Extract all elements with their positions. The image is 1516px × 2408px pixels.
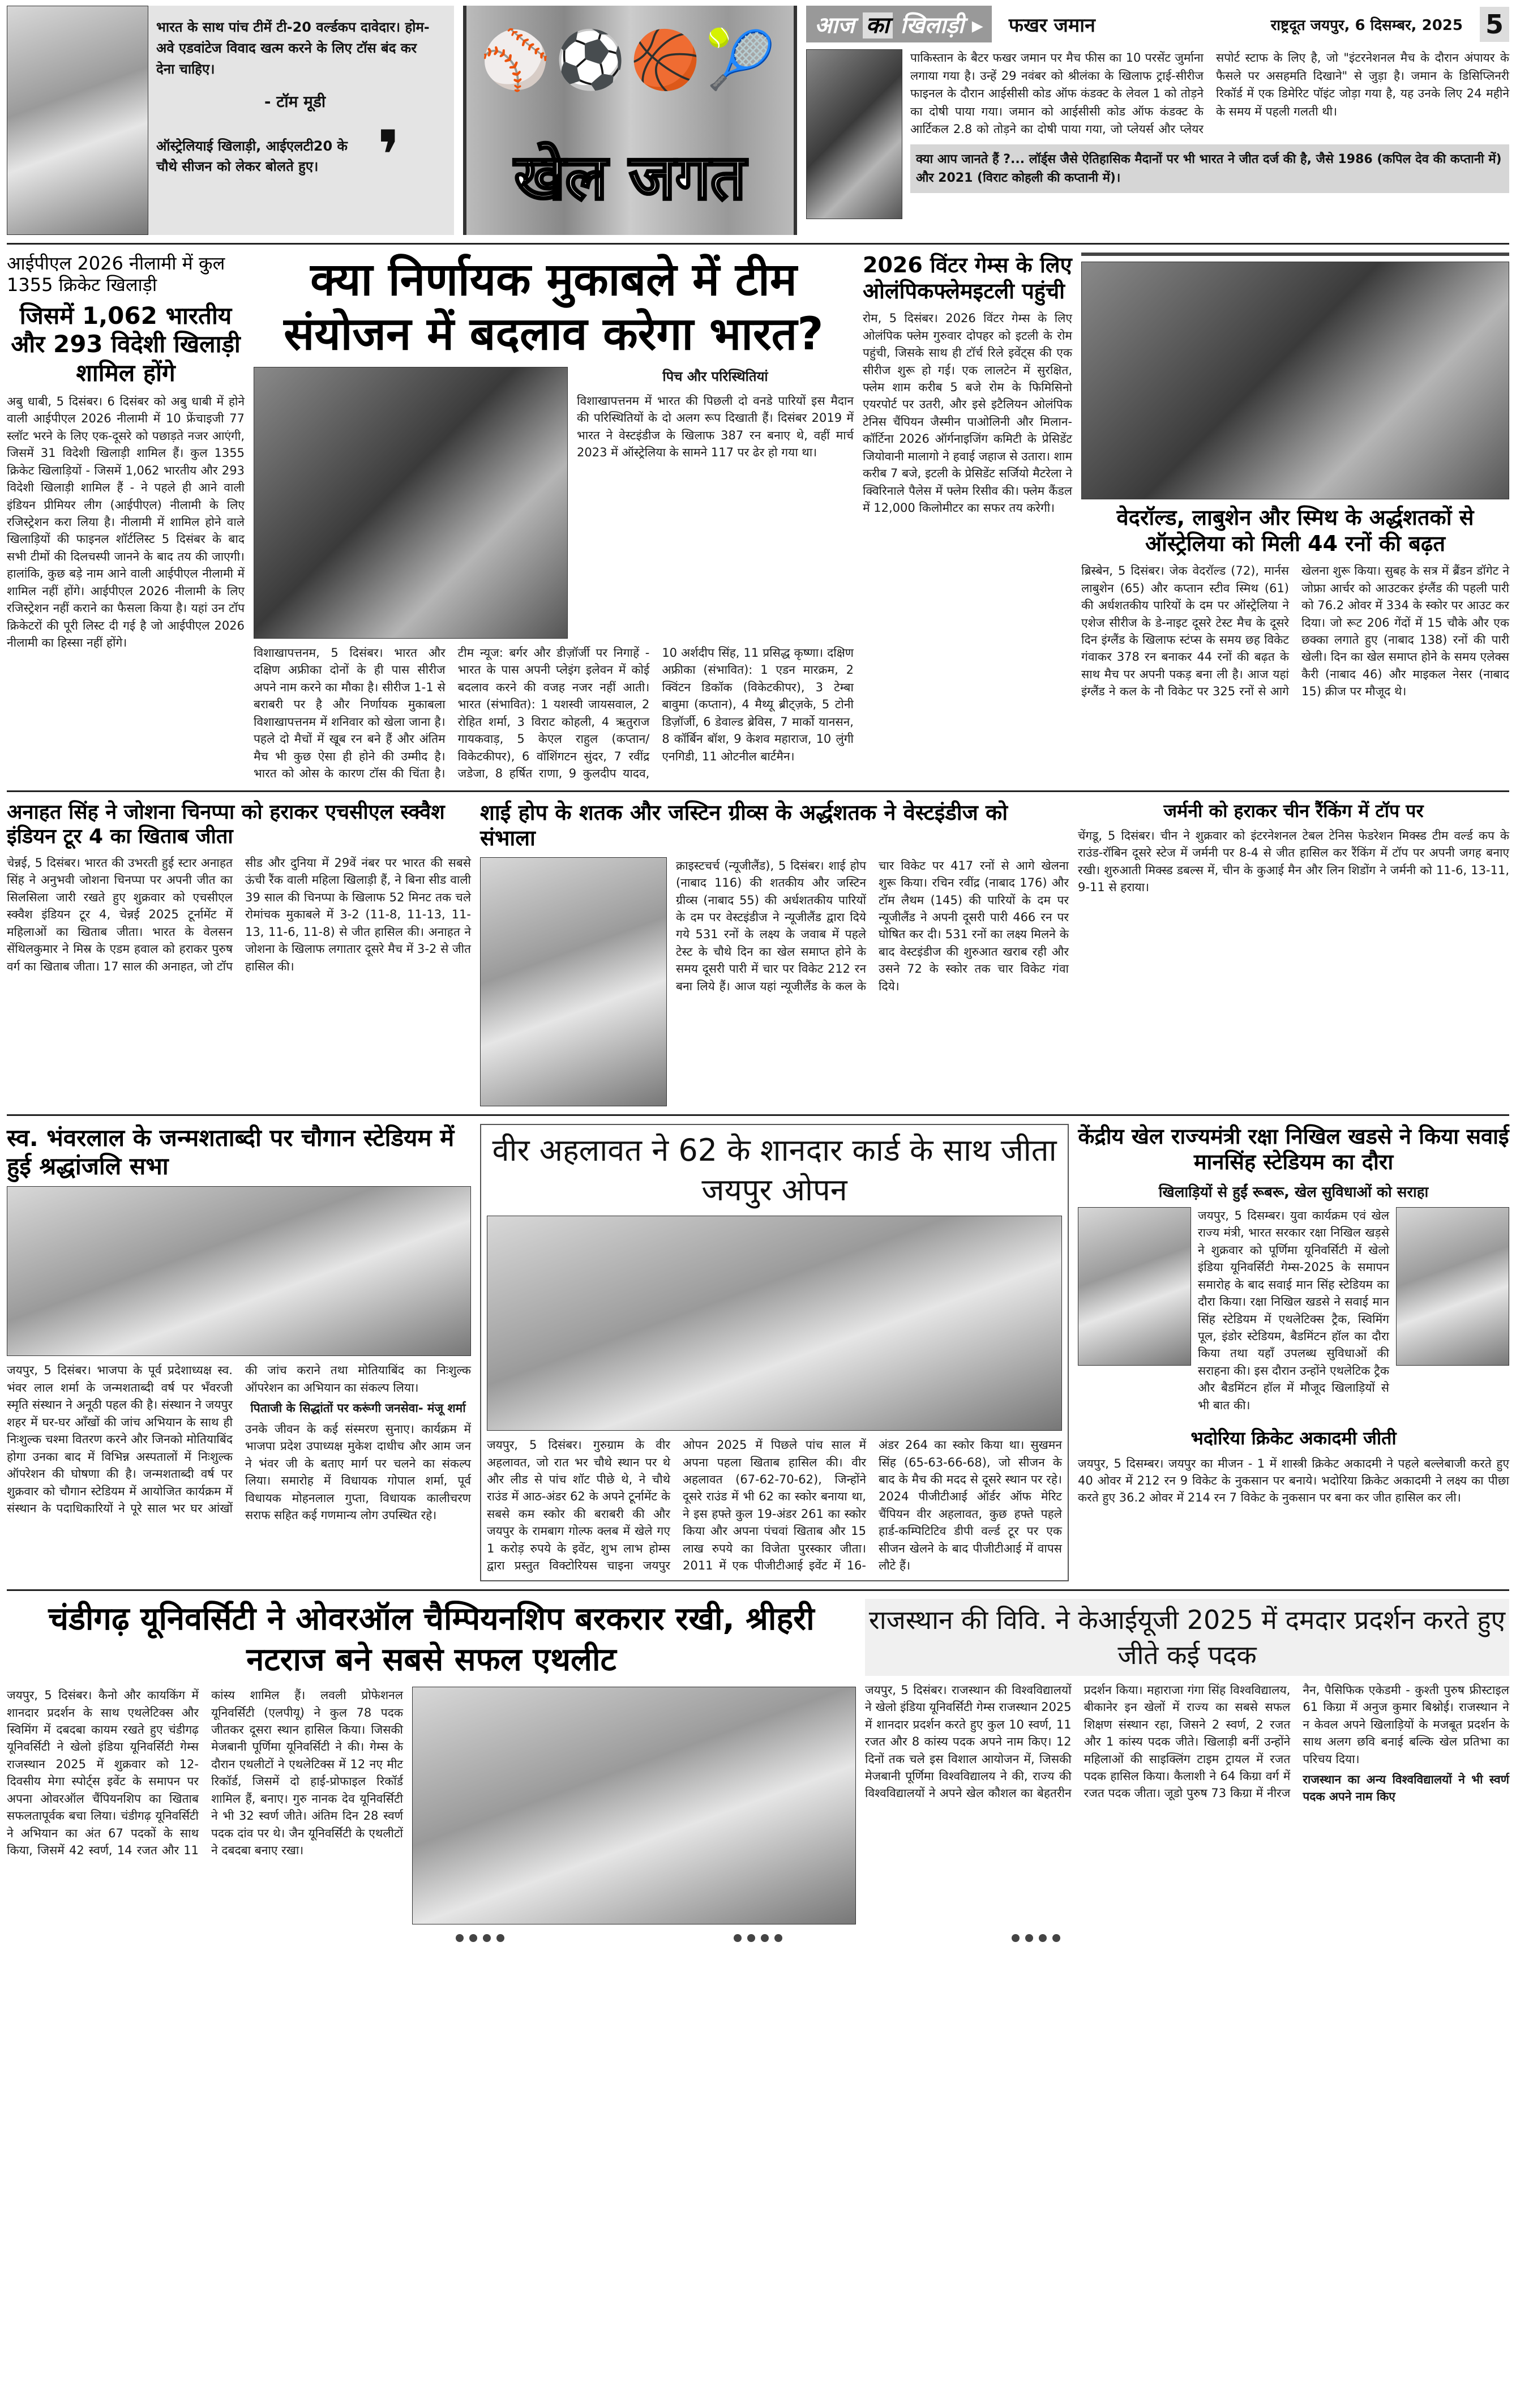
raksha-article [1078, 1124, 1509, 1414]
quote-author: - टॉम मूडी [264, 92, 326, 111]
lead-article [254, 253, 854, 782]
germany-headline: जर्मनी को हराकर चीन रैंकिंग में टॉप पर [1163, 799, 1424, 822]
tribute-ceremony-photo [7, 1186, 471, 1356]
rajasthan-univ-article [865, 1599, 1509, 1806]
player-text: पाकिस्तान के बैटर फखर जमान पर मैच फीस का 10 परसेंट जुर्माना लगाया गया है। उन्हें 29 नवंबर को श्रीलंका के खिलाफ ट्राई-सीरीज फाइनल के दौरान आईसीसी कोड ऑफ कंडक्ट के लेवल 1 को तोड़ने का दोषी पाया गया। जमान को आईसीसी कोड ऑफ कंडक्ट के आर्टिकल 2.8 को तोड़ने का दोषी पाया गया, जो प्लेयर्स और प्लेयर सपोर्ट स्टाफ के लिए है, जो "इंटरनेशनल मैच के दौरान अंपायर के फैसले पर असहमति दिखाने" से जुड़ा है। जमान के डिसिप्लिनरी रिकॉर्ड में एक डिमेरिट पॉइंट जोड़ा गया है, यह उनके लिए 24 महीने के समय में पहली गलती थी। [910, 51, 1509, 136]
fakhar-zaman-photo [806, 49, 902, 219]
rajasthan-univ-subhead: राजस्थान का अन्य विश्वविद्यालयों ने भी स्वर्ण पदक अपने नाम किए [1303, 1772, 1509, 1804]
row-three [7, 800, 1509, 1106]
winter-games-article [863, 253, 1072, 516]
divider [7, 1114, 1509, 1116]
germany-article [1078, 800, 1509, 896]
shai-hope-article [480, 800, 1069, 1106]
shai-hope-headline: शाई होप के शतक और जस्टिन ग्रीव्स के अर्द्धशतक ने वेस्टइंडीज को संभाला [480, 799, 1008, 851]
sports-equipment-icon: ⚾⚽🏀🎾 [479, 26, 781, 93]
winter-games-body: रोम, 5 दिसंबर। 2026 विंटर गेम्स के लिए ओलंपिक फ्लेम गुरुवार दोपहर को इटली के रोम पहुंची, जिसके साथ ही टॉर्च रिले इवेंट्स की एक सीरीज शुरू हो गई। एक लालटेन में सुरक्षित, फ्लेम शाम करीब 5 बजे रोम के फिमिसिनो एयरपोर्ट पर उतरी, और इसे इटैलियन ओलंपिक टेनिस चैंपियन जैस्मीन पाओलिनी और मिलान-कॉर्टिना 2026 ऑर्गनाइजिंग कमिटी के प्रेसिडेंट जियोवानी मालागो ने हवाई जहाज से उतारा। शाम करीब 7 बजे, इटली के प्रेसिडेंट सर्जियो मैटरेला ने क्विरिनाले पैलेस में फ्लेम रिसीव की। फ्लेम कैंडल में 12,000 किलोमीटर का सफर तय करेगी। [863, 311, 1072, 515]
minister-photo [1396, 1207, 1509, 1366]
shai-hope-body: क्राइस्टचर्च (न्यूजीलैंड), 5 दिसंबर। शाई होप (नाबाद 116) की शतकीय और जस्टिन ग्रीव्स (नाबाद 55) की अर्धशतकीय पारियों के दम पर वेस्टइंडीज ने न्यूजीलैंड द्वारा दिये गये 531 रनों के लक्ष्य के जवाब में पहले टेस्ट के चौथे दिन का खेल समाप्त होने के समय दूसरी पारी में चार पर विकेट 212 रन बना लिये हैं। आज यहां न्यूजीलैंड के कल के चार विकेट पर 417 रनों से आगे खेलना शुरू किया। रचिन रवींद्र (नाबाद 176) और टॉम लैथम (145) की पारियों के दम पर न्यूजीलैंड ने अपनी दूसरी पारी 466 रन पर घोषित कर दी। 531 रनों का लक्ष्य मिलने के बाद वेस्टइंडीज की शुरुआत खराब रही और उसने 72 के स्कोर तक चार विकेट गंवा दिये। [676, 858, 1069, 993]
section-logo [463, 6, 797, 235]
bhadoriya-article [1078, 1427, 1509, 1507]
ashes-headline: वेदरॉल्ड, लाबुशेन और स्मिथ के अर्द्धशतकों से ऑस्ट्रेलिया को मिली 44 रनों की बढ़त [1116, 505, 1474, 556]
raksha-body: जयपुर, 5 दिसम्बर। युवा कार्यक्रम एवं खेल राज्य मंत्री, भारत सरकार रक्षा निखिल खड़से ने शुक्रवार को पूर्णिमा यूनिवर्सिटी में खेलो इंडिया यूनिवर्सिटी गेम्स-2025 के समापन समारोह के बाद सवाई मान सिंह स्टेडियम का दौरा किया। रक्षा निखिल खडसे ने सवाई मान सिंह स्टेडियम में एथलेटिक्स ट्रैक, स्विमिंग पूल, इंडोर स्टेडियम, बैडमिंटन हॉल का दौरा किया तथा यहाँ उपलब्ध सुविधाओं की सराहना की। इस दौरान उन्होंने एथलेटिक ट्रैक और बैडमिंटन हॉल में मौजूद खिलाड़ियों से भी बात की। [1198, 1208, 1389, 1412]
stadium-visit-photo [1078, 1207, 1191, 1366]
quote-mark-icon: ❜ [377, 116, 401, 195]
cricket-batsman-photo [1081, 262, 1509, 499]
player-of-day [806, 6, 1509, 219]
ipl-headline-small: आईपीएल 2026 नीलामी में कुल 1355 क्रिकेट खिलाड़ी [7, 253, 225, 296]
player-tag: आज का खिलाड़ी ▸ [806, 6, 992, 42]
row-four [7, 1124, 1509, 1581]
page-number: 5 [1480, 7, 1509, 42]
raksha-headline: केंद्रीय खेल राज्यमंत्री रक्षा निखिल खडसे ने किया सवाई मानसिंह स्टेडियम का दौरा [1078, 1123, 1509, 1175]
bhanwarlal-headline: स्व. भंवरलाल के जन्मशताब्दी पर चौगान स्टेडियम में हुई श्रद्धांजलि सभा [7, 1123, 455, 1181]
bhanwarlal-article [7, 1124, 471, 1524]
winter-games-headline: 2026 विंटर गेम्स के लिए ओलंपिकफ्लेमइटली पहुंची [863, 253, 1072, 303]
lead-headline: क्या निर्णायक मुकाबले में टीम संयोजन में बदलाव करेगा भारत? [284, 253, 824, 360]
bhadoriya-body: जयपुर, 5 दिसम्बर। जयपुर का मीजन - 1 में शास्त्री क्रिकेट अकादमी ने पहले बल्लेबाजी करते हुए 40 ओवर में 212 रन 9 विकेट के नुकसान पर बनाये। भदोरिया क्रिकेट अकादमी ने लक्ष्य का पीछा करते हुए 36.2 ओवर में 214 रन 7 विकेट के नुकसान पर बना कर जीत हासिल कर ली। [1078, 1456, 1509, 1505]
ahlawat-article [480, 1124, 1069, 1581]
chandigarh-body: जयपुर, 5 दिसंबर। कैनो और कायकिंग में शानदार प्रदर्शन के साथ एथलेटिक्स और स्विमिंग में दबदबा कायम रखते हुए चंडीगढ़ यूनिवर्सिटी ने खेलो इंडिया यूनिवर्सिटी गेम्स राजस्थान 2025 में शुक्रवार को 12-दिवसीय मेगा स्पोर्ट्स इवेंट के समापन पर अपना ओवरऑल चैंपियनशिप का खिताब सफलतापूर्वक बचा लिया। चंडीगढ़ यूनिवर्सिटी ने अभियान का अंत 67 पदकों के साथ किया, जिसमें 42 स्वर्ण, 14 रजत और 11 कांस्य शामिल हैं। लवली प्रोफेशनल यूनिवर्सिटी (एलपीयू) ने कुल 78 पदक जीतकर दूसरा स्थान हासिल किया। जिसकी मेजबानी पूर्णिमा यूनिवर्सिटी ने की। गेम्स के दौरान एथलीटों ने एथलेटिक्स में 12 नए मीट रिकॉर्ड, जिसमें दो हाई-प्रोफाइल रिकॉर्ड शामिल हैं, बनाए। गुरु नानक देव यूनिवर्सिटी ने भी 32 स्वर्ण जीते। अंतिम दिन 28 स्वर्ण पदक दांव पर थे। जैन यूनिवर्सिटी के एथलीटों ने दबदबा बनाए रखा। [7, 1688, 403, 1858]
lead-subhead: पिच और परिस्थितियां [662, 369, 768, 384]
masthead [7, 6, 1509, 235]
ahlawat-body: जयपुर, 5 दिसंबर। गुरुग्राम के वीर अहलावत, जो रात भर चौथे स्थान पर थे और लीड से पांच शॉट पीछे थे, ने चौथे राउंड में आठ-अंडर 62 के अपने टूर्नामेंट के सबसे कम स्कोर की बराबरी की और जयपुर के रामबाग गोल्फ क्लब में खेले गए 1 करोड़ रुपये के इवेंट, शुभ लाभ होम्स द्वारा प्रस्तुत विक्टोरियस चाइना जयपुर ओपन 2025 में पिछले पांच साल में अपना पहला खिताब हासिल की। वीर अहलावत (67-62-70-62), जिन्होंने दूसरे राउंड में भी 62 का स्कोर बनाया था, ने इस हफ्ते कुल 19-अंडर 261 का स्कोर किया और अपना पंचवां खिताब और 15 लाख रुपये का विजेता पुरस्कार जीता। 2011 में एक पीजीटीआई इवेंट में 16-अंडर 264 का स्कोर किया था। सुखमन सिंह (65-63-66-68), जो सीजन के बाद के मैच की मदद से दूसरे स्थान पर रहे। 2024 पीजीटीआई ऑर्डर ऑफ मेरिट चैंपियन वीर अहलावत, कुछ हफ्ते पहले हार्ड-कम्पिटिटिव डीपी वर्ल्ड टूर पर एक सीजन खेलने के बाद पीजीटीआई में वापस लौटे हैं। [487, 1438, 1062, 1573]
divider [7, 790, 1509, 792]
trophy-photo [487, 1216, 1062, 1431]
ashes-article [1081, 253, 1509, 700]
lead-body2: विशाखापत्तनम में भारत की पिछली दो वनडे पारियों इस मैदान की परिस्थितियों के दो अलग रूप दिखाती हैं। दिसंबर 2019 में भारत ने वेस्टइंडीज के खिलाफ 387 रन बनाए थे, वहीं मार्च 2023 में ऑस्ट्रेलिया के सामने 117 पर ढेर हो गया था। [577, 394, 854, 460]
germany-body: चेंगडू, 5 दिसंबर। चीन ने शुक्रवार को इंटरनेशनल टेबल टेनिस फेडरेशन मिक्स्ड टीम वर्ल्ड कप के राउंड-रॉबिन दूसरे स्टेज में जर्मनी पर 8-4 से जीत हासिल कर रैंकिंग में टॉप पर अपनी जगह बनाए रखी। शुरुआती मिक्स्ड डबल्स में, चीन के कुआई मैन और लिन शिडोंग ने जर्मनी को 11-6, 13-11, 9-11 से हराया। [1078, 828, 1509, 895]
anahat-article [7, 800, 471, 975]
ipl-article [7, 253, 245, 652]
did-you-know: क्या आप जानते हैं ?... लॉर्ड्स जैसे ऐतिहासिक मैदानों पर भी भारत ने जीत दर्ज की है, जैसे 1986 (कपिल देव की कप्तानी में) और 2021 (विराट कोहली की कप्तानी में)। [910, 144, 1509, 193]
rajasthan-univ-body: जयपुर, 5 दिसंबर। राजस्थान की विश्वविद्यालयों ने खेलो इंडिया यूनिवर्सिटी गेम्स राजस्थान 2025 में शानदार प्रदर्शन करते हुए कुल 10 स्वर्ण, 11 रजत और 8 कांस्य पदक अपने नाम किए। 12 दिनों तक चले इस विशाल आयोजन में, जिसकी मेजबानी पूर्णिमा विश्वविद्यालय ने की, राज्य की विश्वविद्यालयों ने अपने खेल कौशल का बेहतरीन प्रदर्शन किया। महाराजा गंगा सिंह विश्वविद्यालय, बीकानेर इन खेलों में राज्य का सबसे सफल शिक्षण संस्थान रहा, जिसने 2 स्वर्ण, 2 रजत और 1 कांस्य पदक जीते। खिलाड़ी बनीं उन्होंने महिलाओं की साइक्लिंग टाइम ट्रायल में रजत पदक हासिल किया। कैलाशी ने 64 किग्रा वर्ग में रजत पदक जीता। जूडो पुरुष 73 किग्रा में नीरज नैन, पैसिफिक एकेडमी - कुश्ती पुरुष फ्रीस्टाइल 61 किग्रा में अनुज कुमार बिश्नोई। राजस्थान ने न केवल अपने खिलाड़ियों के मजबूत प्रदर्शन के साथ अलग छवि बनाई बल्कि खेल प्रतिभा का परिचय दिया। राजस्थान का अन्य विश्वविद्यालयों ने भी स्वर्ण पदक अपने नाम किए [865, 1682, 1509, 1806]
raksha-subheadline: खिलाड़ियों से हुईं रूबरू, खेल सुविधाओं को सराहा [1158, 1183, 1429, 1201]
right-column-four [1078, 1124, 1509, 1507]
anahat-headline: अनाहत सिंह ने जोशना चिनप्पा को हराकर एचसीएल स्क्वैश इंडियन टूर 4 का खिताब जीता [7, 800, 445, 848]
lead-body-right [577, 367, 854, 461]
medal-ceremony-photo [412, 1687, 856, 1924]
newspaper-date: राष्ट्रदूत जयपुर, 6 दिसम्बर, 2025 [1270, 16, 1463, 34]
team-huddle-photo [254, 367, 568, 639]
quote-box [7, 6, 454, 235]
shai-hope-photo [480, 857, 667, 1106]
row-two [7, 253, 1509, 782]
ipl-headline-big: जिसमें 1,062 भारतीय और 293 विदेशी खिलाड़ी शामिल होंगे [11, 301, 241, 387]
row-five [7, 1599, 1509, 1925]
ahlawat-headline: वीर अहलावत ने 62 के शानदार कार्ड के साथ जीता जयपुर ओपन [492, 1132, 1057, 1208]
section-title: खेल जगत [514, 141, 746, 214]
ashes-body: ब्रिस्बेन, 5 दिसंबर। जेक वेदरॉल्ड (72), मार्नस लाबुशेन (65) और कप्तान स्टीव स्मिथ (61) की अर्धशतकीय पारियों के दम पर ऑस्ट्रेलिया ने एशेज सीरीज के डे-नाइट दूसरे टेस्ट मैच के दूसरे दिन इंग्लैंड के खिलाफ स्टंप्स के समय छह विकेट गंवाकर 378 रन बनाकर 44 रनों की बढ़त के साथ मैच पर अपनी पकड़ बना ली है। आज यहां इंग्लैंड ने कल के नौ विकेट पर 325 रनों से आगे खेलना शुरू किया। सुबह के सत्र में ब्रैंडन डॉगेट ने जोफ्रा आर्चर को आउटकर इंग्लैंड की पहली पारी को 76.2 ओवर में 334 के स्कोर पर आउट कर दिया। जो रूट 206 गेंदों में 15 चौके और एक छक्का लगाते हुए (नाबाद 138) रनों की पारी खेली। दिन का खेल समाप्त होने के समय एलेक्स कैरी (नाबाद 46) और माइकल नेसर (नाबाद 15) क्रीज पर मौजूद थे। [1081, 564, 1509, 699]
footer-dots [7, 1934, 1509, 1944]
bhanwarlal-subhead: पिताजी के सिद्धांतों पर करूंगी जनसेवा- मंजू शर्मा [250, 1401, 466, 1415]
bhadoriya-headline: भदोरिया क्रिकेट अकादमी जीती [1190, 1427, 1397, 1449]
divider [7, 243, 1509, 245]
bhanwarlal-body: जयपुर, 5 दिसंबर। भाजपा के पूर्व प्रदेशाध्यक्ष स्व. भंवर लाल शर्मा के जन्मशताब्दी वर्ष पर भँवरजी स्मृति संस्थान ने अनूठी पहल की है। संस्थान ने जयपुर शहर में घर-घर आँखों की जांच अभियान के साथ ही निःशुल्क चश्मा वितरण करने और जिनको मोतियाबिंद होगा उनका बाद में विभिन्न अस्पतालों में निःशुल्क ऑपरेशन की घोषणा की है। जन्मशताब्दी वर्ष पर शुक्रवार को चौगान स्टेडियम में आयोजित कार्यक्रम में संस्थान के पदाधिकारियों ने पूरे साल भर घर आंखों की जांच कराने तथा मोतियाबिंद का निःशुल्क ऑपरेशन का अभियान का संकल्प लिया। पिताजी के सिद्धांतों पर करूंगी जनसेवा- मंजू शर्मा उनके जीवन के कई संस्मरण सुनाए। कार्यक्रम में भाजपा प्रदेश उपाध्यक्ष मुकेश दाधीच और आम जन ने भंवर जी के बताए मार्ग पर चलने का संकल्प लिया। समारोह में विधायक गोपाल शर्मा, पूर्व विधायक मोहनलाल गुप्ता, विधायक कालीचरण सराफ सहित कई गणमान्य लोग उपस्थित रहे। [7, 1363, 471, 1522]
right-column [1081, 253, 1509, 700]
lead-body: विशाखापत्तनम, 5 दिसंबर। भारत और दक्षिण अफ्रीका दोनों के ही पास सीरीज अपने नाम करने का मौका है। सीरीज 1-1 से बराबरी पर है और निर्णायक मुकाबला विशाखापत्तनम में शनिवार को खेला जाना है। पहले दो मैचों में खूब रन बने हैं और अंतिम मैच भी कुछ ऐसा ही होने की उम्मीद है। भारत को ओस के कारण टॉस की चिंता है। टीम न्यूज: बर्गर और डीज़ॉर्जी पर निगाहें - भारत के पास अपनी प्लेइंग इलेवन में कोई बदलाव करने की वजह नजर नहीं आती। भारत (संभावित): 1 यशस्वी जायसवाल, 2 रोहित शर्मा, 3 विराट कोहली, 4 ऋतुराज गायकवाड़, 5 केएल राहुल (कप्तान/विकेटकीपर), 6 वॉशिंगटन सुंदर, 7 रवींद्र जडेजा, 8 हर्षित राणा, 9 कुलदीप यादव, 10 अर्शदीप सिंह, 11 प्रसिद्ध कृष्णा। दक्षिण अफ्रीका (संभावित): 1 एडन मारक्रम, 2 क्विंटन डिकॉक (विकेटकीपर), 3 टेम्बा बावुमा (कप्तान), 4 मैथ्यू ब्रीट्ज़के, 5 टोनी डिज़ॉर्जी, 6 डेवाल्ड ब्रेविस, 7 मार्को यानसन, 8 कॉर्बिन बॉश, 9 केशव महाराज, 10 लुंगी एनगिडी, 11 ओटनील बार्टमैन। [254, 646, 854, 781]
quote-caption: ऑस्ट्रेलियाई खिलाड़ी, आईएलटी20 के चौथे सीजन को लेकर बोलते हुए। [156, 138, 348, 174]
chandigarh-article [7, 1599, 856, 1925]
quote-text: भारत के साथ पांच टीमें टी-20 वर्ल्डकप दावेदार। होम-अवे एडवांटेज विवाद खत्म करने के लिए टॉस बंद कर देना चाहिए। [156, 19, 430, 78]
rajasthan-univ-headline: राजस्थान की विवि. ने केआईयूजी 2025 में दमदार प्रदर्शन करते हुए जीते कई पदक [865, 1599, 1509, 1676]
anahat-body: चेन्नई, 5 दिसंबर। भारत की उभरती हुई स्टार अनाहत सिंह ने अनुभवी जोशना चिनप्पा पर अपनी जीत का सिलसिला जारी रखते हुए शुक्रवार को एचसीएल स्क्वैश इंडियन टूर 4, चेन्नई 2025 टूर्नामेंट में महिलाओं का खिताब जीता। भारत के वेलसन सेंथिलकुमार ने मिस्र के एडम हवाल को हराकर पुरुष वर्ग का खिताब जीता। 17 साल की अनाहत, जो टॉप सीड और दुनिया में 29वें नंबर पर भारत की सबसे ऊंची रैंक वाली महिला खिलाड़ी हैं, ने बिना सीड वाली 39 साल की चिनप्पा के खिलाफ 52 मिनट तक चले रोमांचक मुकाबले में 3-2 (11-8, 11-13, 11-13, 11-6, 11-8) से जीत हासिल की। अनाहत ने जोशना के खिलाफ लगातार दूसरे मैच में 3-2 से जीत हासिल की। [7, 856, 471, 973]
ipl-body: अबु धाबी, 5 दिसंबर। 6 दिसंबर को अबु धाबी में होने वाली आईपीएल 2026 नीलामी में 10 फ्रेंचाइजी 77 स्लॉट भरने के लिए एक-दूसरे को पछाड़ते नजर आएंगी, जिसमें 31 विदेशी खिलाड़ी शामिल हैं। कुल 1355 क्रिकेट खिलाड़ियों - जिसमें 1,062 भारतीय और 293 विदेशी खिलाड़ी शामिल हैं - ने पहले ही आने वाली इंडियन प्रीमियर लीग (आईपीएल) नीलामी के लिए रजिस्ट्रेशन करा लिया है। नीलामी में शामिल होने वाले खिलाड़ियों की फाइनल शॉर्टलिस्ट 5 दिसंबर के बाद सभी टीमों की दिलचस्पी जानने के बाद तय की जाएगी। हालांकि, कुछ बड़े नाम आने वाली आईपीएल नीलामी में शामिल नहीं होंगे। आईपीएल 2026 नीलामी के लिए रजिस्ट्रेशन नहीं कराने का फैसला किया है। यहां उन टॉप क्रिकेटरों की पूरी लिस्ट दी गई है जो आईपीएल 2026 नीलामी का हिस्सा नहीं होंगे। [7, 394, 245, 650]
player-name: फखर जमान [1008, 14, 1095, 37]
tom-moody-photo [7, 6, 148, 235]
divider [7, 1589, 1509, 1591]
chandigarh-headline: चंडीगढ़ यूनिवर्सिटी ने ओवरऑल चैम्पियनशिप बरकरार रखी, श्रीहरी नटराज बने सबसे सफल एथलीट [48, 1600, 815, 1679]
